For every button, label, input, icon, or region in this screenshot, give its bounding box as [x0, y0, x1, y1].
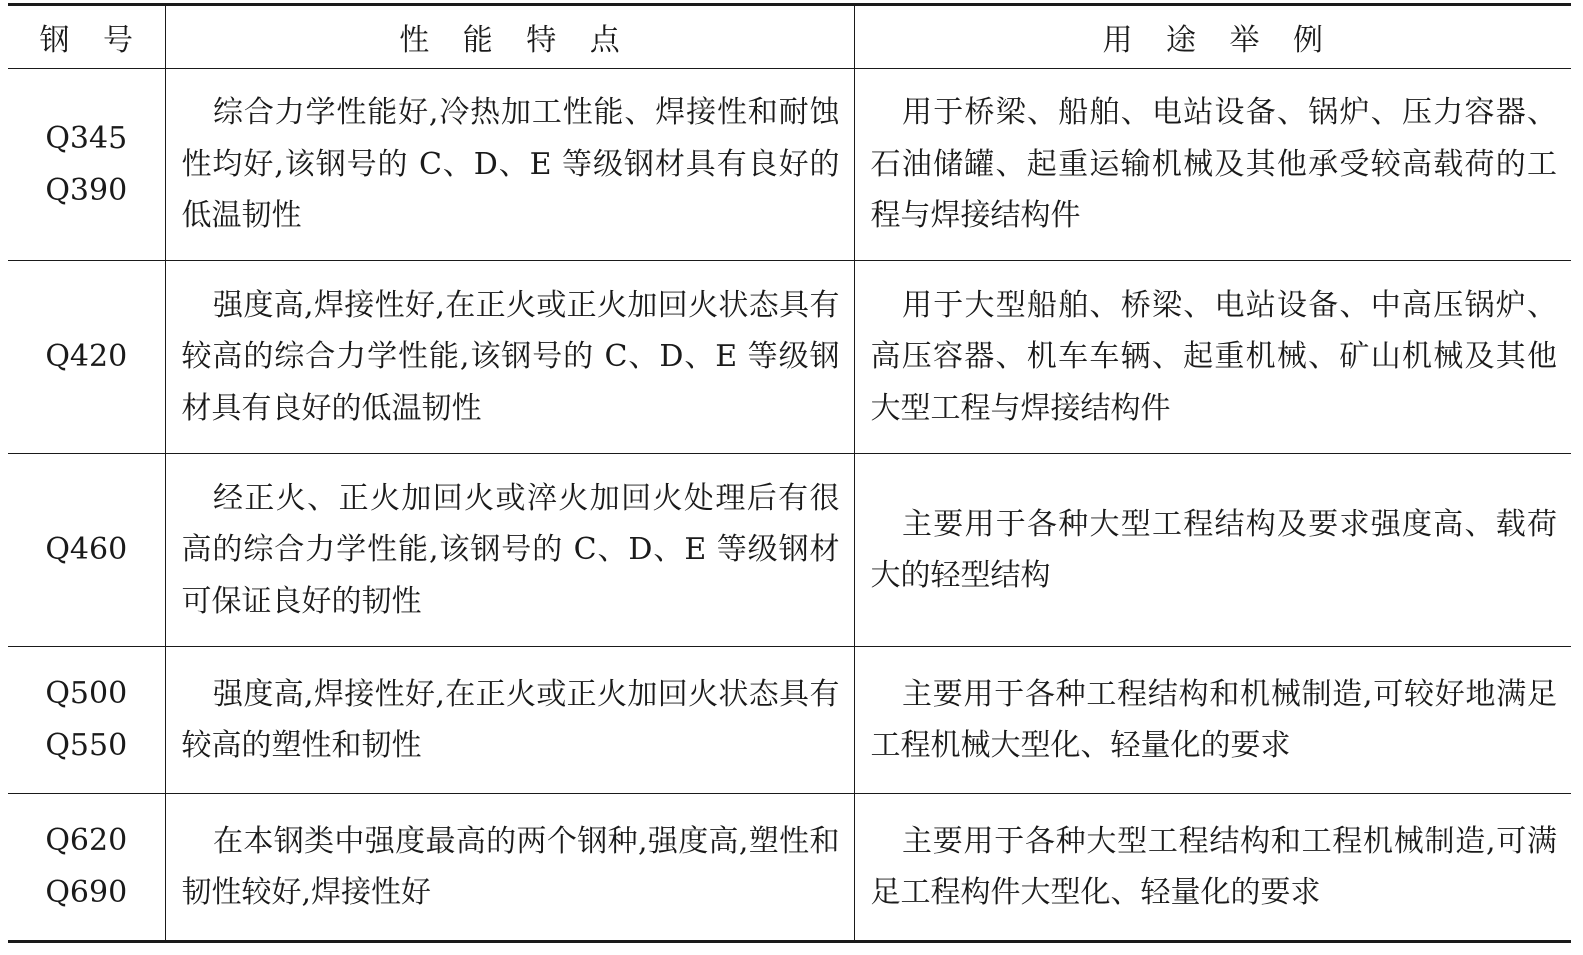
- grade-code: Q550: [45, 728, 128, 763]
- properties-text: 在本钢类中强度最高的两个钢种,强度高,塑性和韧性较好,焊接性好: [181, 823, 840, 910]
- table-row: [8, 454, 1571, 647]
- properties-text: 强度高,焊接性好,在正火或正火加回火状态具有较高的综合力学性能,该钢号的 C、D、E 等级钢材具有良好的低温韧性: [181, 287, 840, 426]
- grade-code: Q460: [45, 532, 128, 567]
- table-row: [8, 69, 1571, 261]
- grade-code: Q345: [45, 120, 128, 156]
- properties-cell: [165, 69, 854, 261]
- applications-cell: [854, 69, 1571, 261]
- table-row: [8, 794, 1571, 942]
- applications-text: 用于大型船舶、桥梁、电站设备、中高压锅炉、高压容器、机车车辆、起重机械、矿山机械及其他大型工程与焊接结构件: [870, 287, 1557, 426]
- table-row: [8, 647, 1571, 794]
- properties-cell: [165, 261, 854, 454]
- steel-grade-table-container: [8, 3, 1571, 943]
- properties-text: 综合力学性能好,冷热加工性能、焊接性和耐蚀性均好,该钢号的 C、D、E 等级钢材具有良好的低温韧性: [181, 95, 840, 234]
- grade-code: Q690: [45, 875, 128, 910]
- properties-cell: [165, 794, 854, 942]
- properties-text: 经正火、正火加回火或淬火加回火处理后有很高的综合力学性能,该钢号的 C、D、E 等级钢材可保证良好的韧性: [181, 480, 840, 619]
- grade-code: Q420: [45, 339, 128, 374]
- applications-cell: [854, 454, 1571, 647]
- grade-cell: [8, 69, 165, 261]
- header-properties: 性 能 特 点: [165, 5, 854, 69]
- table-header-row: [8, 5, 1571, 69]
- grade-cell: [8, 794, 165, 942]
- header-grade: 钢 号: [39, 23, 146, 58]
- applications-cell: [854, 794, 1571, 942]
- applications-text: 用于桥梁、船舶、电站设备、锅炉、压力容器、石油储罐、起重运输机械及其他承受较高载荷的工程与焊接结构件: [870, 95, 1557, 234]
- applications-text: 主要用于各种大型工程结构和工程机械制造,可满足工程构件大型化、轻量化的要求: [870, 823, 1557, 910]
- header-applications: 用 途 举 例: [854, 5, 1571, 69]
- applications-cell: [854, 647, 1571, 794]
- properties-cell: [165, 454, 854, 647]
- steel-grade-table: [8, 3, 1571, 943]
- grade-cell: [8, 647, 165, 794]
- applications-text: 主要用于各种工程结构和机械制造,可较好地满足工程机械大型化、轻量化的要求: [870, 676, 1557, 763]
- grade-cell: [8, 261, 165, 454]
- grade-code: Q620: [45, 823, 128, 858]
- grade-cell: [8, 454, 165, 647]
- applications-text: 主要用于各种大型工程结构及要求强度高、载荷大的轻型结构: [870, 506, 1557, 593]
- grade-code: Q390: [45, 172, 128, 208]
- table-row: [8, 261, 1571, 454]
- grade-code: Q500: [45, 676, 128, 711]
- applications-cell: [854, 261, 1571, 454]
- properties-cell: [165, 647, 854, 794]
- properties-text: 强度高,焊接性好,在正火或正火加回火状态具有较高的塑性和韧性: [181, 676, 840, 763]
